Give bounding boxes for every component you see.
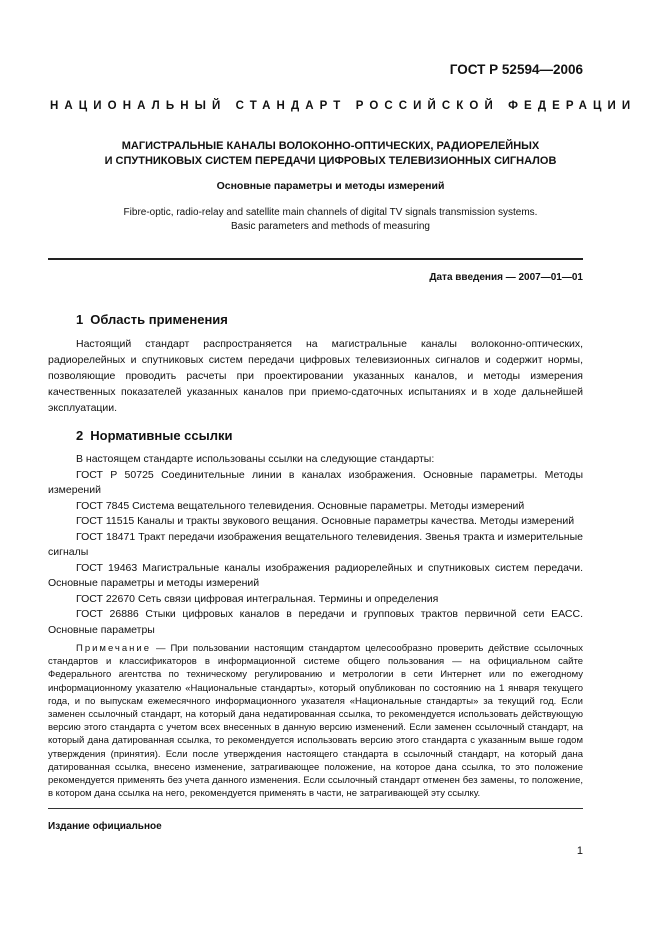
title-divider [48, 258, 583, 260]
section-2-title: Нормативные ссылки [90, 428, 233, 443]
note-text: — При пользовании настоящим стандартом целесообразно проверить действие ссылочных стандартов и классификаторов в информационной системе общего пользования — на официальном сайте Федерального агентства по техническому регулированию и метрологии в сети Интернет или по ежегодному информационному указателю «Национальные стандарты», который опубликован по состоянию на 1 января текущего года, и по выпускам ежемесячного информационного указателя «Национальные стандарты» за текущий год. Если заменен ссылочный стандарт, на который дана недатированная ссылка, то рекомендуется использовать действующую версию этого стандарта с учетом всех внесенных в данную версию изменений. Если заменен ссылочный стандарт, на который дана датированная ссылка, то рекомендуется использовать версию этого стандарта с указанным выше годом утверждения (принятия). Если после утверждения настоящего стандарта в ссылочный стандарт, на который дана датированная ссылка, внесено изменение, затрагивающее положение, на которое дана ссылка, то это положение рекомендуется применять без учета данного изменения. Если ссылочный стандарт отменен без замены, то положение, в котором дана ссылка на него, рекомендуется применять в части, не затрагивающей эту ссылку. [48, 643, 583, 800]
section-normative-references [48, 428, 583, 638]
section-2-heading [48, 428, 583, 443]
section-2-number: 2 [76, 428, 84, 443]
reference-item: ГОСТ 22670 Сеть связи цифровая интегральная. Термины и определения [76, 592, 439, 605]
section-scope [48, 312, 583, 416]
footer-divider [48, 808, 583, 809]
reference-item: ГОСТ 19463 Магистральные каналы изображения радиорелейных и спутниковых систем передачи. Основные параметры и методы измерений [48, 561, 583, 589]
page-number: 1 [576, 845, 583, 857]
section-1-text: Настоящий стандарт распространяется на магистральные каналы волоконно-оптических, радиорелейных и спутниковых систем передачи цифровых телевизионных сигналов и содержит нормы, позволяющие проводить расчеты при проектировании указанных каналов, и методы измерения качественных показателей указанных каналов при приемо-сдаточных испытаниях и в ходе дальнейшей эксплуатации. [48, 338, 583, 414]
english-title-line-2: Basic parameters and methods of measuring [231, 221, 430, 232]
section-1-title: Область применения [90, 312, 228, 327]
title-line-1: МАГИСТРАЛЬНЫЕ КАНАЛЫ ВОЛОКОННО-ОПТИЧЕСКИХ, РАДИОРЕЛЕЙНЫХ [121, 140, 540, 152]
national-standard-banner: НАЦИОНАЛЬНЫЙ СТАНДАРТ РОССИЙСКОЙ ФЕДЕРАЦИИ [50, 100, 637, 112]
english-title [78, 206, 583, 234]
introduction-date: Дата введения — 2007—01—01 [429, 272, 583, 283]
reference-item: ГОСТ 11515 Каналы и тракты звукового вещания. Основные параметры качества. Методы измерений [76, 515, 575, 527]
reference-item: ГОСТ Р 50725 Соединительные линии в каналах изображения. Основные параметры. Методы измерений [48, 468, 583, 496]
title-line-2: И СПУТНИКОВЫХ СИСТЕМ ПЕРЕДАЧИ ЦИФРОВЫХ ТЕЛЕВИЗИОННЫХ СИГНАЛОВ [104, 155, 557, 167]
references-note [48, 642, 583, 800]
reference-item: ГОСТ 7845 Система вещательного телевидения. Основные параметры. Методы измерений [76, 499, 525, 512]
reference-item: ГОСТ 26886 Стыки цифровых каналов в передачи и групповых трактов первичной сети ЕАСС. Основные параметры [48, 608, 583, 636]
document-subtitle: Основные параметры и методы измерений [216, 180, 445, 192]
reference-item: ГОСТ 18471 Тракт передачи изображения вещательного телевидения. Звенья тракта и измерительные сигналы [48, 530, 583, 558]
section-1-heading [48, 312, 583, 327]
note-label: Примечание [76, 643, 151, 654]
references-lead: В настоящем стандарте использованы ссылки на следующие стандарты: [76, 453, 435, 465]
official-edition-label: Издание официальное [48, 821, 162, 832]
section-1-number: 1 [76, 312, 84, 327]
english-title-line-1: Fibre-optic, radio-relay and satellite main channels of digital TV signals transmission systems. [123, 207, 538, 218]
document-number: ГОСТ Р 52594—2006 [449, 62, 583, 77]
document-title [78, 139, 583, 169]
